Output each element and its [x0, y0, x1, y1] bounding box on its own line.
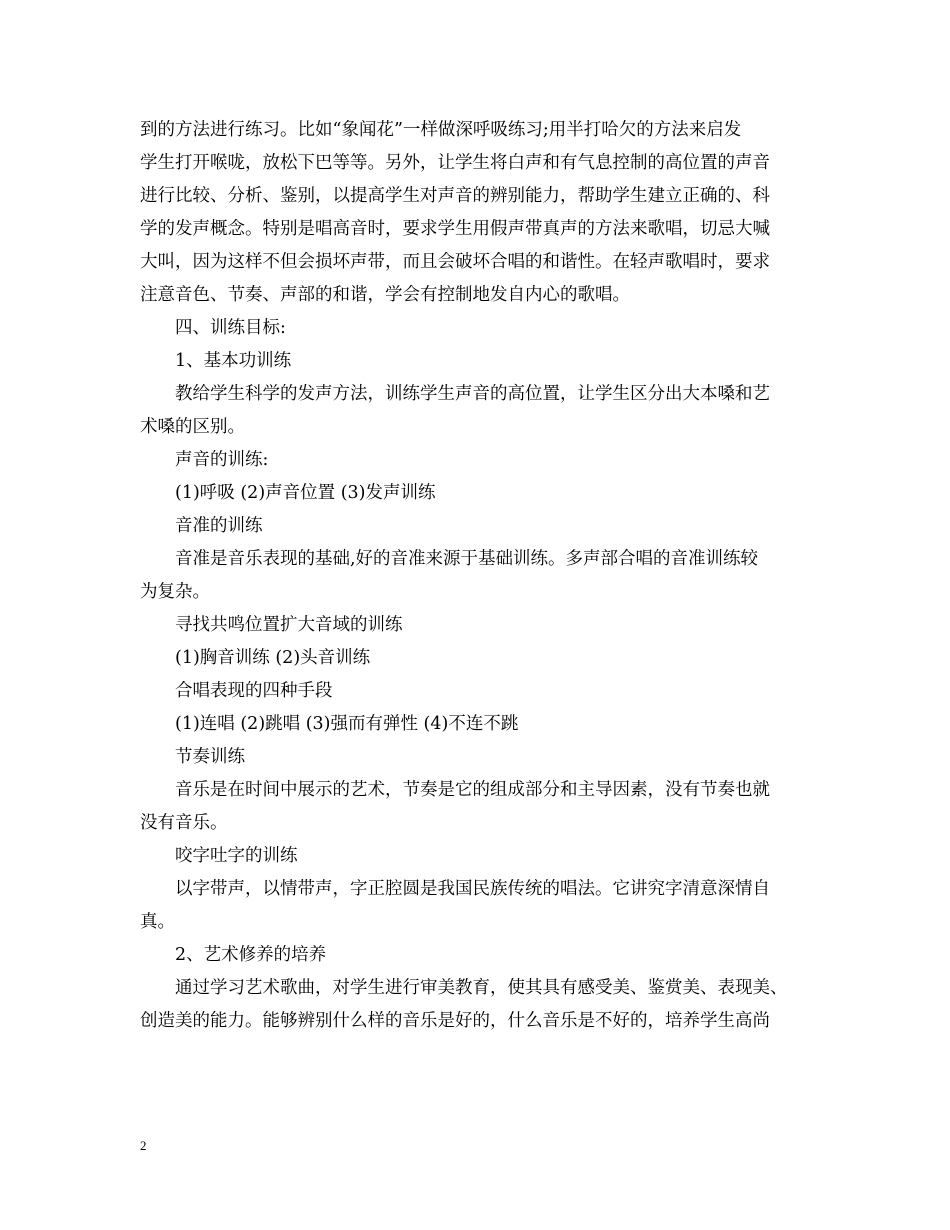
- text-line: 没有音乐。: [140, 813, 228, 833]
- text-line: 音准的训练: [175, 516, 263, 536]
- text-line: 通过学习艺术歌曲，对学生进行审美教育，使其具有感受美、鉴赏美、表现美、: [175, 978, 788, 998]
- page-number: 2: [140, 1138, 147, 1153]
- text-line: 2、艺术修养的培养: [175, 945, 327, 965]
- text-line: 以字带声，以情带声，字正腔圆是我国民族传统的唱法。它讲究字清意深情自: [175, 879, 770, 899]
- text-line: 学生打开喉咙，放松下巴等等。另外，让学生将白声和有气息控制的高位置的声音: [140, 153, 770, 173]
- text-line: 大叫，因为这样不但会损坏声带，而且会破坏合唱的和谐性。在轻声歌唱时，要求: [140, 252, 770, 272]
- text-line: 节奏训练: [175, 747, 245, 767]
- text-line: 教给学生科学的发声方法，训练学生声音的高位置，让学生区分出大本嗓和艺: [175, 384, 770, 404]
- text-line: 注意音色、节奏、声部的和谐，学会有控制地发自内心的歌唱。: [140, 285, 630, 305]
- text-line: 到的方法进行练习。比如“象闻花”一样做深呼吸练习;用半打哈欠的方法来启发: [140, 120, 742, 140]
- text-line: 1、基本功训练: [175, 351, 292, 371]
- text-line: (1)呼吸 (2)声音位置 (3)发声训练: [175, 483, 436, 503]
- text-line: 四、训练目标:: [175, 318, 286, 338]
- text-line: 进行比较、分析、鉴别，以提高学生对声音的辨别能力，帮助学生建立正确的、科: [140, 186, 770, 206]
- text-line: 音乐是在时间中展示的艺术，节奏是它的组成部分和主导因素，没有节奏也就: [175, 780, 770, 800]
- text-line: 真。: [140, 912, 175, 932]
- text-line: 音准是音乐表现的基础,好的音准来源于基础训练。多声部合唱的音准训练较: [175, 549, 759, 569]
- text-line: 声音的训练:: [175, 450, 269, 470]
- text-line: 寻找共鸣位置扩大音域的训练: [175, 615, 403, 635]
- text-line: (1)连唱 (2)跳唱 (3)强而有弹性 (4)不连不跳: [175, 714, 519, 734]
- text-line: 学的发声概念。特别是唱高音时，要求学生用假声带真声的方法来歌唱，切忌大喊: [140, 219, 770, 239]
- text-line: 创造美的能力。能够辨别什么样的音乐是好的，什么音乐是不好的，培养学生高尚: [140, 1011, 770, 1031]
- document-body: [140, 114, 830, 1038]
- text-line: (1)胸音训练 (2)头音训练: [175, 648, 371, 668]
- text-line: 术嗓的区别。: [140, 417, 245, 437]
- text-line: 合唱表现的四种手段: [175, 681, 333, 701]
- text-line: 为复杂。: [140, 582, 210, 602]
- text-line: 咬字吐字的训练: [175, 846, 298, 866]
